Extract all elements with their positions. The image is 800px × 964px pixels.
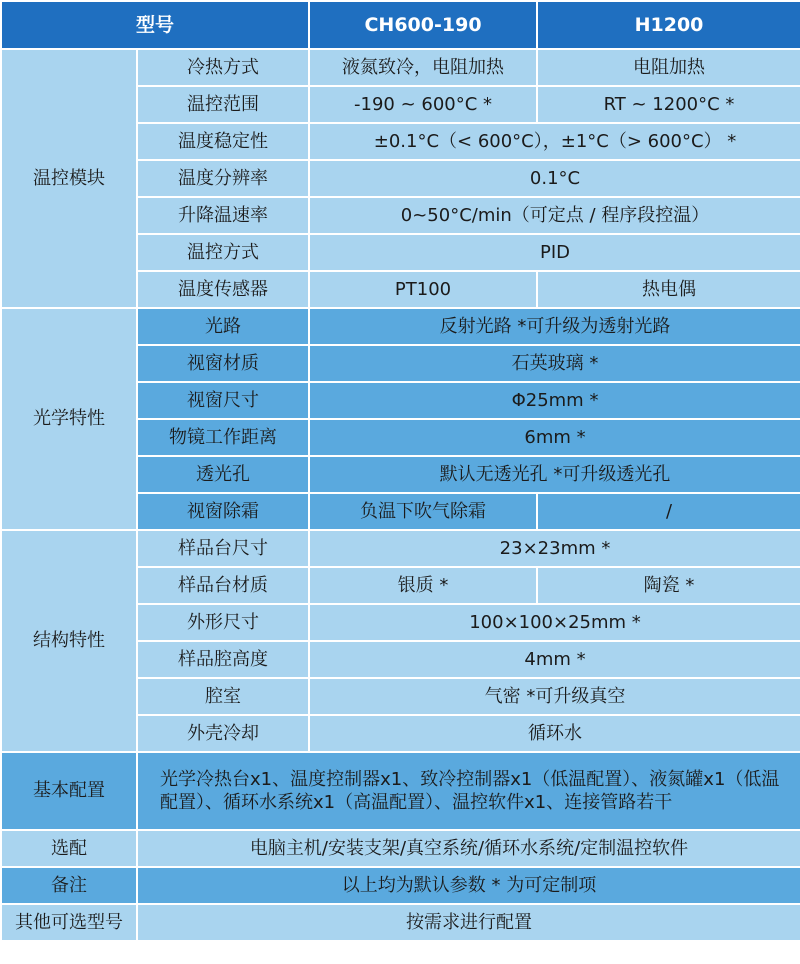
optional-value: 电脑主机/安装支架/真空系统/循环水系统/定制温控软件	[137, 830, 800, 867]
param-name: 样品台材质	[137, 567, 309, 604]
param-value-ch600: 液氮致冷，电阻加热	[309, 49, 537, 86]
param-value-ch600: PT100	[309, 271, 537, 308]
param-name: 样品台尺寸	[137, 530, 309, 567]
table-row	[1, 308, 800, 345]
category-temp-module: 温控模块	[1, 49, 137, 308]
param-name: 视窗材质	[137, 345, 309, 382]
param-value: 100×100×25mm *	[309, 604, 800, 641]
param-value-h1200: 电阻加热	[537, 49, 800, 86]
param-value: 反射光路 *可升级为透射光路	[309, 308, 800, 345]
param-name: 冷热方式	[137, 49, 309, 86]
other-models-value: 按需求进行配置	[137, 904, 800, 941]
param-name: 温度分辨率	[137, 160, 309, 197]
param-value-ch600: 银质 *	[309, 567, 537, 604]
param-name: 透光孔	[137, 456, 309, 493]
param-value: Φ25mm *	[309, 382, 800, 419]
category-structure: 结构特性	[1, 530, 137, 752]
header-ch600-190: CH600-190	[309, 1, 537, 49]
table-row	[1, 830, 800, 867]
param-name: 外壳冷却	[137, 715, 309, 752]
param-value-h1200: 陶瓷 *	[537, 567, 800, 604]
param-name: 腔室	[137, 678, 309, 715]
table-row	[1, 49, 800, 86]
other-models-label: 其他可选型号	[1, 904, 137, 941]
param-value: 4mm *	[309, 641, 800, 678]
header-row	[1, 1, 800, 49]
param-name: 光路	[137, 308, 309, 345]
param-name: 温控范围	[137, 86, 309, 123]
param-value: 0.1°C	[309, 160, 800, 197]
param-name: 温控方式	[137, 234, 309, 271]
param-name: 视窗尺寸	[137, 382, 309, 419]
param-value-ch600: 负温下吹气除霜	[309, 493, 537, 530]
param-value-ch600: -190 ~ 600°C *	[309, 86, 537, 123]
table-row	[1, 904, 800, 941]
table-row	[1, 752, 800, 830]
table-row	[1, 867, 800, 904]
param-value: 23×23mm *	[309, 530, 800, 567]
param-value: 石英玻璃 *	[309, 345, 800, 382]
param-value: 0~50°C/min（可定点 / 程序段控温）	[309, 197, 800, 234]
header-h1200: H1200	[537, 1, 800, 49]
param-value: 气密 *可升级真空	[309, 678, 800, 715]
param-name: 样品腔高度	[137, 641, 309, 678]
header-model: 型号	[1, 1, 309, 49]
basic-config-label: 基本配置	[1, 752, 137, 830]
param-value-h1200: RT ~ 1200°C *	[537, 86, 800, 123]
remark-value: 以上均为默认参数 * 为可定制项	[137, 867, 800, 904]
optional-label: 选配	[1, 830, 137, 867]
param-value: 默认无透光孔 *可升级透光孔	[309, 456, 800, 493]
param-name: 外形尺寸	[137, 604, 309, 641]
param-value: 循环水	[309, 715, 800, 752]
param-name: 温度传感器	[137, 271, 309, 308]
table-row	[1, 530, 800, 567]
param-value: PID	[309, 234, 800, 271]
param-name: 升降温速率	[137, 197, 309, 234]
remark-label: 备注	[1, 867, 137, 904]
param-value-h1200: 热电偶	[537, 271, 800, 308]
category-optical: 光学特性	[1, 308, 137, 530]
param-name: 温度稳定性	[137, 123, 309, 160]
param-name: 视窗除霜	[137, 493, 309, 530]
param-name: 物镜工作距离	[137, 419, 309, 456]
basic-config-value: 光学冷热台x1、温度控制器x1、致冷控制器x1（低温配置）、液氮罐x1（低温配置）、循环水系统x1（高温配置）、温控软件x1、连接管路若干	[137, 752, 800, 830]
param-value: 6mm *	[309, 419, 800, 456]
param-value: ±0.1°C（< 600°C），±1°C（> 600°C） *	[309, 123, 800, 160]
param-value-h1200: /	[537, 493, 800, 530]
